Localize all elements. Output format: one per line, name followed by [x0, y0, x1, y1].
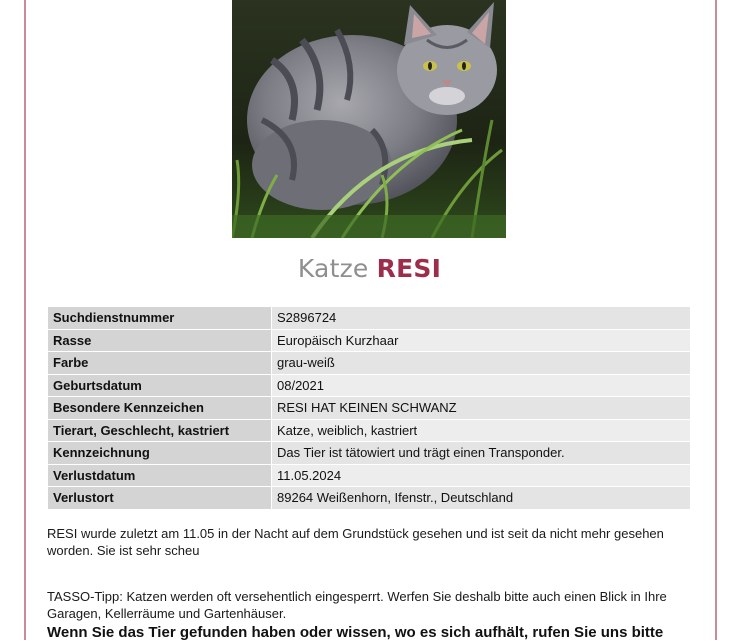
table-row [48, 464, 691, 487]
field-value: 08/2021 [272, 374, 691, 397]
table-row [48, 487, 691, 510]
call-to-action: Wenn Sie das Tier gefunden haben oder wissen, wo es sich aufhält, rufen Sie uns bitte [47, 624, 664, 641]
poster-border-right [715, 0, 717, 640]
field-label: Verlustdatum [48, 464, 272, 487]
table-row [48, 397, 691, 420]
field-value: Katze, weiblich, kastriert [272, 419, 691, 442]
table-row [48, 352, 691, 375]
field-value: 89264 Weißenhorn, Ifenstr., Deutschland [272, 487, 691, 510]
page-title [0, 254, 739, 283]
field-value: grau-weiß [272, 352, 691, 375]
pet-name: RESI [376, 254, 442, 283]
details-table [47, 306, 691, 510]
poster-border-left [24, 0, 26, 640]
description-text: RESI wurde zuletzt am 11.05 in der Nacht auf dem Grundstück gesehen und ist seit da nicht mehr gesehen worden. Sie ist sehr scheu [47, 526, 664, 558]
field-value: Das Tier ist tätowiert und trägt einen Transponder. [272, 442, 691, 465]
field-label: Rasse [48, 329, 272, 352]
field-label: Geburtsdatum [48, 374, 272, 397]
field-value: Europäisch Kurzhaar [272, 329, 691, 352]
field-label: Besondere Kennzeichen [48, 397, 272, 420]
field-label: Farbe [48, 352, 272, 375]
cat-photo [232, 0, 506, 238]
field-label: Kennzeichnung [48, 442, 272, 465]
table-row [48, 307, 691, 330]
table-row [48, 329, 691, 352]
field-label: Suchdienstnummer [48, 307, 272, 330]
table-row [48, 374, 691, 397]
field-label: Tierart, Geschlecht, kastriert [48, 419, 272, 442]
field-value: S2896724 [272, 307, 691, 330]
species-label: Katze [297, 254, 369, 283]
tasso-tip: TASSO-Tipp: Katzen werden oft versehentlich eingesperrt. Werfen Sie deshalb bitte auch einen Blick in Ihre Garagen, Kellerräume und Gartenhäuser. [47, 589, 667, 621]
field-value: 11.05.2024 [272, 464, 691, 487]
field-value: RESI HAT KEINEN SCHWANZ [272, 397, 691, 420]
field-label: Verlustort [48, 487, 272, 510]
table-row [48, 419, 691, 442]
table-row [48, 442, 691, 465]
